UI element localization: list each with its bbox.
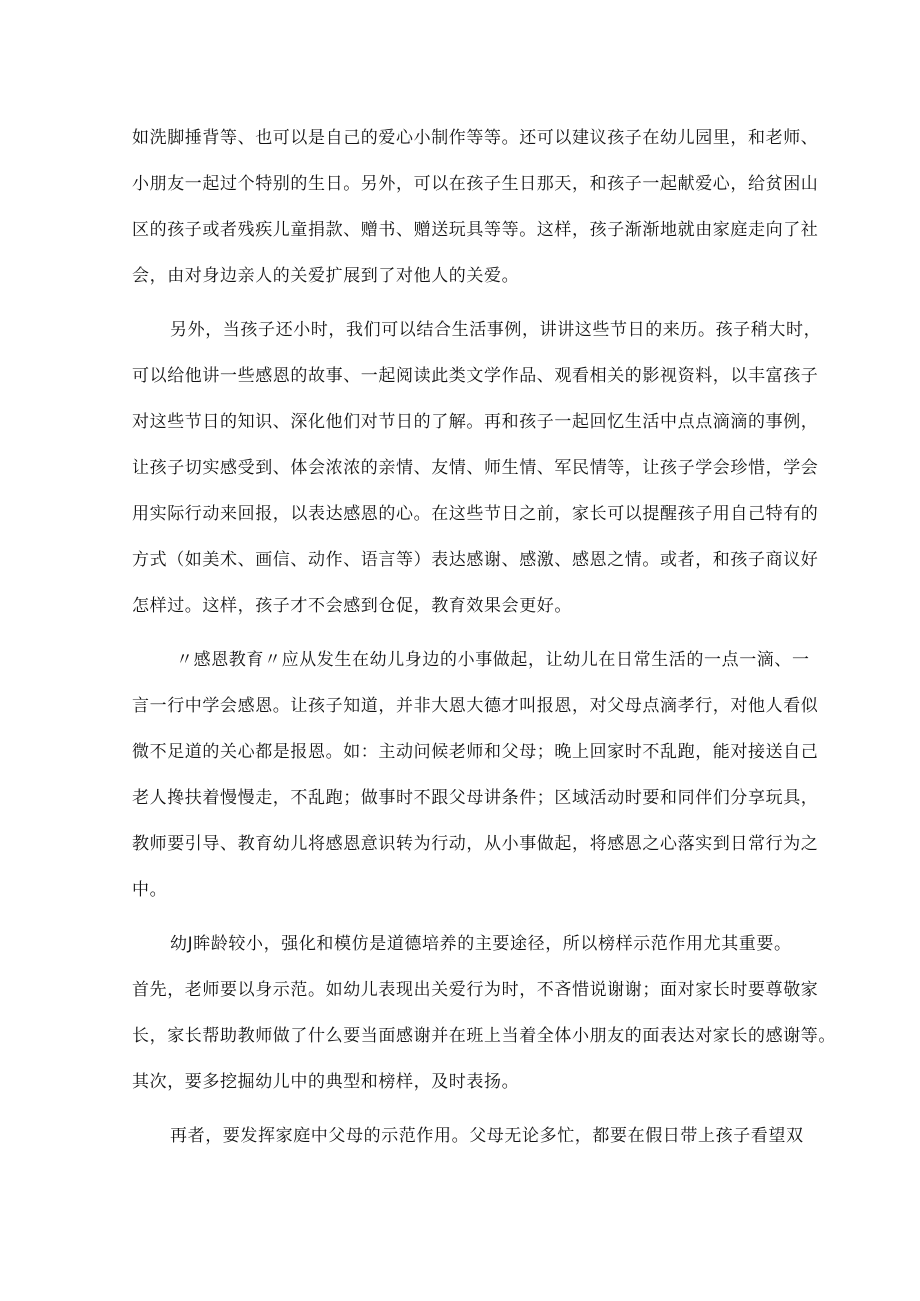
text-line: 用实际行动来回报，以表达感恩的心。在这些节日之前，家长可以提醒孩子用自己特有的 — [132, 504, 819, 524]
text-line: 可以给他讲一些感恩的故事、一起阅读此类文学作品、观看相关的影视资料，以丰富孩子 — [132, 366, 819, 386]
text-line: 小朋友一起过个特别的生日。另外，可以在孩子生日那天，和孩子一起献爱心，给贫困山 — [132, 174, 819, 194]
text-line: 老人搀扶着慢慢走，不乱跑；做事时不跟父母讲条件；区域活动时要和同伴们分享玩具， — [132, 788, 819, 808]
text-line: 会，由对身边亲人的关爱扩展到了对他人的关爱。 — [132, 266, 520, 286]
text-line: 幼J眸龄较小，强化和模仿是道德培养的主要途径，所以榜样示范作用尤其重要。 — [170, 934, 792, 954]
text-line: 首先，老师要以身示范。如幼儿表现出关爱行为时，不吝惜说谢谢；面对家长时要尊敬家 — [132, 980, 819, 1000]
text-line: 方式（如美术、画信、动作、语言等）表达感谢、感激、感恩之情。或者，和孩子商议好 — [132, 550, 819, 570]
text-line: 另外，当孩子还小时，我们可以结合生活事例，讲讲这些节日的来历。孩子稍大时， — [170, 320, 822, 340]
text-line: 其次，要多挖掘幼儿中的典型和榜样，及时表扬。 — [132, 1072, 520, 1092]
text-line: 怎样过。这样，孩子才不会感到仓促，教育效果会更好。 — [132, 596, 572, 616]
text-line: 教师要引导、教育幼儿将感恩意识转为行动，从小事做起，将感恩之心落实到日常行为之 — [132, 834, 819, 854]
text-line: 中。 — [132, 880, 168, 900]
text-line: 再者，要发挥家庭中父母的示范作用。父母无论多忙，都要在假日带上孩子看望双 — [170, 1126, 804, 1146]
text-line: 区的孩子或者残疾儿童捐款、赠书、赠送玩具等等。这样，孩子渐渐地就由家庭走向了社 — [132, 220, 819, 240]
text-line: 对这些节日的知识、深化他们对节日的了解。再和孩子一起回忆生活中点点滴滴的事例， — [132, 412, 819, 432]
text-line: 〃感恩教育〃应从发生在幼儿身边的小事做起，让幼儿在日常生活的一点一滴、一 — [176, 650, 810, 670]
text-line: 微不足道的关心都是报恩。如：主动问候老师和父母；晚上回家时不乱跑，能对接送自己 — [132, 742, 819, 762]
text-line: 言一行中学会感恩。让孩子知道，并非大恩大德才叫报恩，对父母点滴孝行，对他人看似 — [132, 696, 819, 716]
text-line: 如洗脚捶背等、也可以是自己的爱心小制作等等。还可以建议孩子在幼儿园里，和老师、 — [132, 128, 819, 148]
text-line: 让孩子切实感受到、体会浓浓的亲情、友情、师生情、军民情等，让孩子学会珍惜，学会 — [132, 458, 819, 478]
text-line: 长，家长帮助教师做了什么要当面感谢并在班上当着全体小朋友的面表达对家长的感谢等。 — [132, 1026, 836, 1046]
